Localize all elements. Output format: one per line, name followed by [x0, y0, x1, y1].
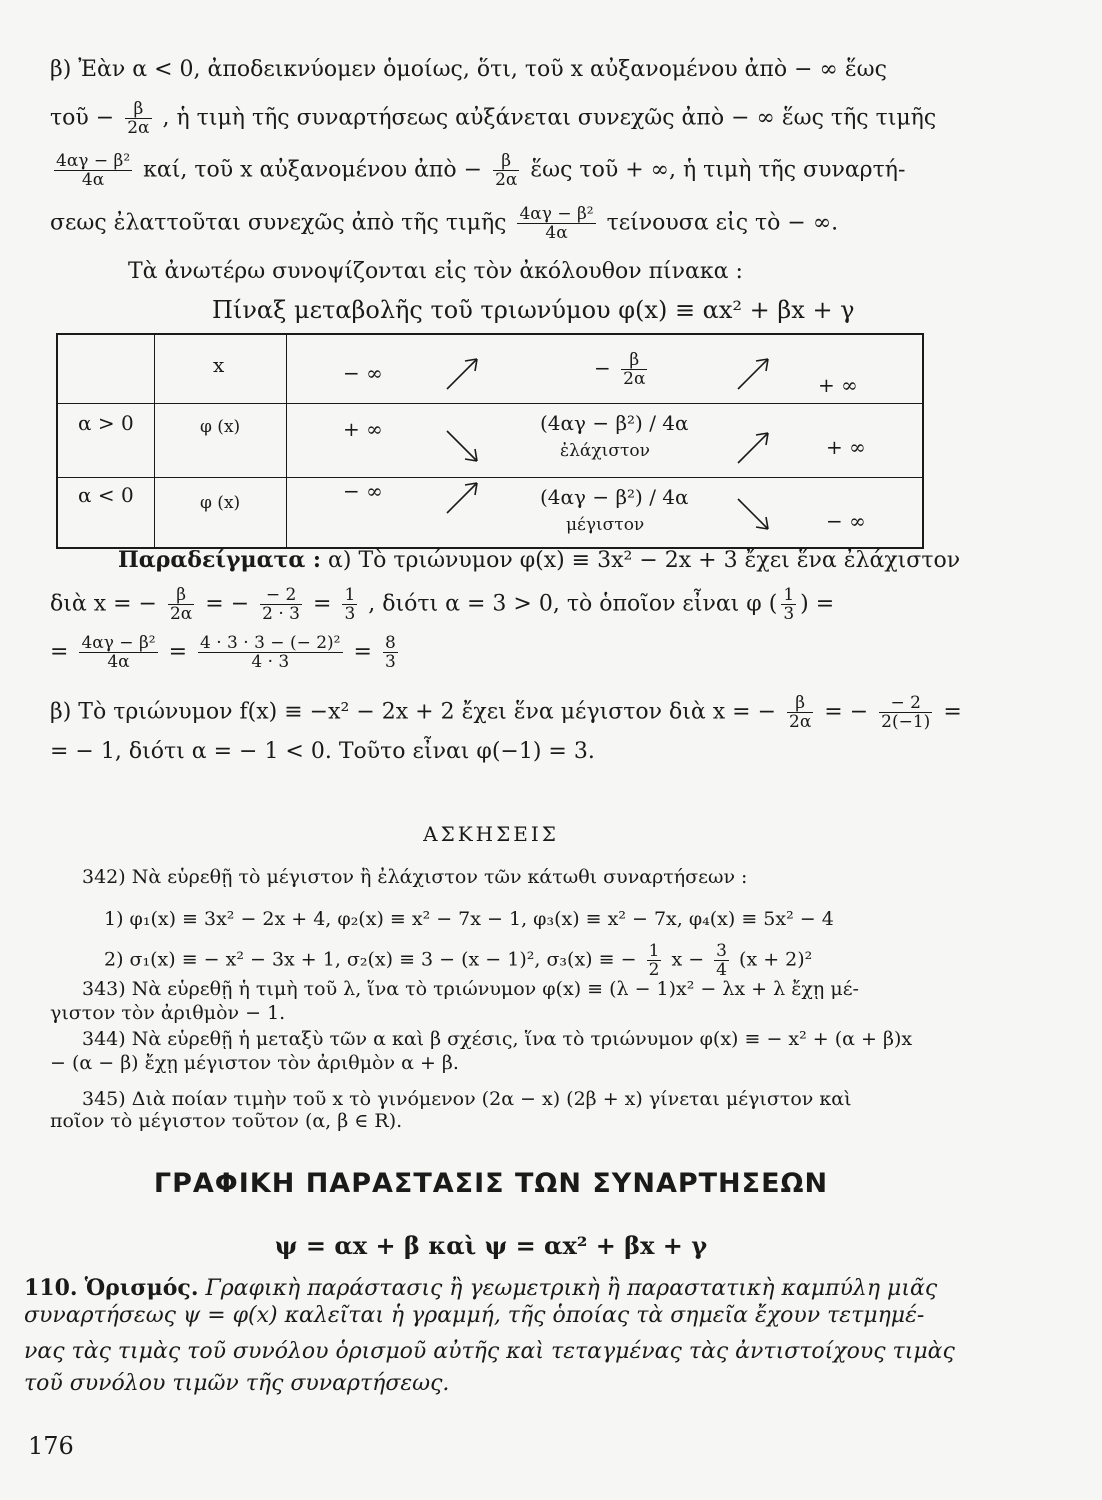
examples-line-1: Παραδείγματα : α) Τὸ τριώνυμον φ(x) ≡ 3x² − 2x + 3 ἔχει ἕνα ἐλάχιστον [118, 547, 961, 573]
up-arrow-icon [443, 477, 483, 517]
up-arrow-icon [734, 427, 774, 467]
section-title: ΓΡΑΦΙΚΗ ΠΑΡΑΣΤΑΣΙΣ ΤΩΝ ΣΥΝΑΡΤΗΣΕΩΝ [153, 1168, 829, 1199]
examples-line-2: διὰ x = − $\frac{\beta}{2\alpha}$ = − $\frac{- 2}{2 \cdot 3}$ = $\frac{1}{3}$ , διότι α = 3 > 0, τὸ ὁποῖον εἶναι φ ( $\frac{1}{3}$ ) = [50, 585, 835, 624]
examples-line-3: = $\frac{\text{4αγ − β²}}{4\alpha}$ = $\frac{\text{4 · 3 · 3 − (− 2)²}}{4 \cdot 3}$ = $\frac{8}{3}$ [50, 633, 396, 672]
definition-line-4: τοῦ συνόλου τιμῶν τῆς συναρτήσεως. [24, 1371, 450, 1396]
row2-phi: φ (x) [200, 493, 241, 513]
intro-line-4: σεως ἐλαττοῦται συνεχῶς ἀπὸ τῆς τιμῆς $\frac{\text{4αγ − β²}}{4\alpha}$ τείνουσα εἰς τὸ − ∞. [50, 204, 839, 243]
down-arrow-icon [734, 495, 774, 535]
examples-line-4: β) Τὸ τριώνυμον f(x) ≡ −x² − 2x + 2 ἔχει ἕνα μέγιστον διὰ x = − $\frac{\beta}{2\alpha}$ = − $\frac{- 2}{2(-1)}$ = [50, 693, 962, 732]
intro-line-3: $\frac{\text{4αγ − β²}}{4\alpha}$ καί, τοῦ x αὐξανομένου ἀπὸ − $\frac{\beta}{2\alpha}$ ἕως τοῦ + ∞, ἡ τιμὴ τῆς συναρτή- [56, 151, 906, 190]
exercise-344-line-2: − (α − β) ἔχῃ μέγιστον τὸν ἀριθμὸν α + β. [50, 1052, 459, 1074]
row2-start: − ∞ [343, 479, 383, 503]
intro-line-5: Τὰ ἀνωτέρω συνοψίζονται εἰς τὸν ἀκόλουθον πίνακα : [128, 259, 743, 284]
table-mid-x: − $\frac{\beta}{2\alpha}$ [594, 350, 646, 389]
row1-phi: φ (x) [200, 417, 241, 437]
exercise-342: 342) Νὰ εὑρεθῇ τὸ μέγιστον ἢ ἐλάχιστον τῶν κάτωθι συναρτήσεων : [82, 866, 748, 888]
examples-line-5: = − 1, διότι α = − 1 < 0. Τοῦτο εἶναι φ(−1) = 3. [50, 739, 595, 764]
intro-line-1: β) Ἐὰν α < 0, ἀποδεικνύομεν ὁμοίως, ὅτι, τοῦ x αὐξανομένου ἀπὸ − ∞ ἕως [50, 57, 887, 82]
intro-line-2: τοῦ − $\frac{\beta}{2\alpha}$ , ἡ τιμὴ τῆς συναρτήσεως αὐξάνεται συνεχῶς ἀπὸ − ∞ ἕως τῆς τιμῆς [50, 99, 937, 138]
fraction: $\frac{\beta}{2\alpha}$ [495, 151, 518, 190]
table-plus-inf: + ∞ [818, 373, 858, 397]
row2-end: − ∞ [826, 509, 866, 533]
definition-line-2: συναρτήσεως ψ = φ(x) καλεῖται ἡ γραμμή, τῆς ὁποίας τὰ σημεῖα ἔχουν τετμημέ- [24, 1303, 925, 1328]
exercise-343-line-2: γιστον τὸν ἀριθμὸν − 1. [50, 1002, 286, 1024]
row1-value: (4αγ − β²) / 4α [540, 411, 689, 435]
row2-value: (4αγ − β²) / 4α [540, 485, 689, 509]
table-minus-inf: − ∞ [343, 361, 383, 385]
fraction: $\frac{\text{4αγ − β²}}{4\alpha}$ [519, 204, 594, 243]
row1-label: α > 0 [78, 411, 134, 435]
up-arrow-icon [734, 353, 774, 393]
exercise-345-line-1: 345) Διὰ ποίαν τιμὴν τοῦ x τὸ γινόμενον (2α − x) (2β + x) γίνεται μέγιστον καὶ [82, 1088, 852, 1110]
definition-line-1: 110. Ὁρισμός. Γραφικὴ παράστασις ἢ γεωμετρικὴ ἢ παραστατικὴ καμπύλη μιᾶς [24, 1275, 938, 1301]
variation-table [56, 333, 924, 549]
row1-start: + ∞ [343, 417, 383, 441]
exercise-343-line-1: 343) Νὰ εὑρεθῇ ἡ τιμὴ τοῦ λ, ἵνα τὸ τριώνυμον φ(x) ≡ (λ − 1)x² − λx + λ ἔχῃ μέ- [82, 978, 859, 1000]
fraction: $\frac{\text{4αγ − β²}}{4\alpha}$ [56, 151, 131, 190]
exercise-344-line-1: 344) Νὰ εὑρεθῇ ἡ μεταξὺ τῶν α καὶ β σχέσις, ἵνα τὸ τριώνυμον φ(x) ≡ − x² + (α + β)x [82, 1028, 913, 1050]
exercises-heading: ΑΣΚΗΣΕΙΣ [423, 822, 559, 846]
fraction: $\frac{\beta}{2\alpha}$ [127, 99, 150, 138]
row1-word: ἐλάχιστον [560, 441, 650, 461]
definition-title: Ὁρισμός. [84, 1275, 199, 1301]
row1-end: + ∞ [826, 435, 866, 459]
exercise-345-line-2: ποῖον τὸ μέγιστον τοῦτον (α, β ∈ R). [50, 1110, 403, 1132]
table-caption: Πίναξ μεταβολῆς τοῦ τριωνύμου φ(x) ≡ αx² + βx + γ [212, 296, 855, 324]
up-arrow-icon [443, 353, 483, 393]
table-x-label: x [213, 353, 225, 377]
section-subtitle: ψ = αx + β καὶ ψ = αx² + βx + γ [274, 1231, 708, 1260]
down-arrow-icon [443, 427, 483, 467]
exercise-342-2: 2) σ₁(x) ≡ − x² − 3x + 1, σ₂(x) ≡ 3 − (x − 1)², σ₃(x) ≡ − $\frac{1}{2}$ x − $\frac{3}{4}$ (x + 2)² [104, 941, 813, 980]
row2-label: α < 0 [78, 483, 134, 507]
row2-word: μέγιστον [566, 515, 645, 535]
examples-heading: Παραδείγματα : [118, 547, 322, 573]
page-number: 176 [28, 1432, 74, 1460]
definition-number: 110. [24, 1275, 78, 1301]
exercise-342-1: 1) φ₁(x) ≡ 3x² − 2x + 4, φ₂(x) ≡ x² − 7x − 1, φ₃(x) ≡ x² − 7x, φ₄(x) ≡ 5x² − 4 [104, 908, 834, 930]
definition-line-3: νας τὰς τιμὰς τοῦ συνόλου ὁρισμοῦ αὐτῆς καὶ τεταγμένας τὰς ἀντιστοίχους τιμὰς [24, 1339, 955, 1364]
